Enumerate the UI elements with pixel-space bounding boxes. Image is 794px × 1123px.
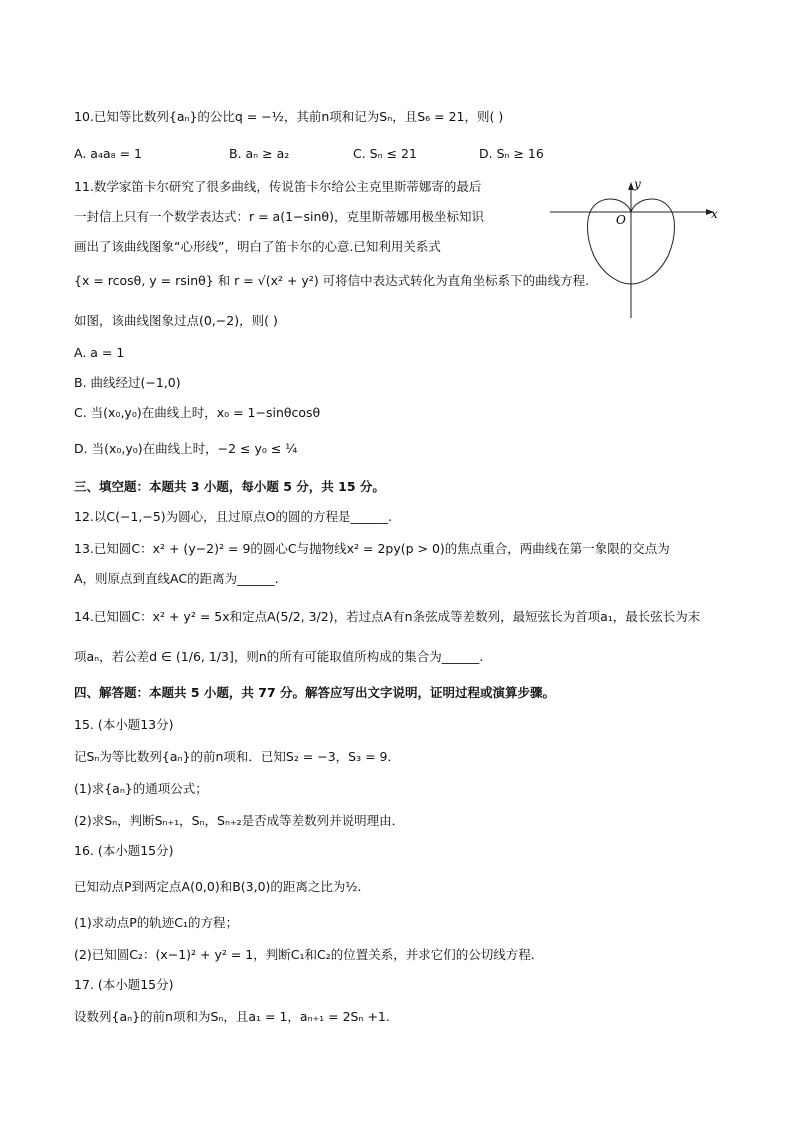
cardioid-figure <box>548 176 728 322</box>
q11-line1: 11.数学家笛卡尔研究了很多曲线，传说笛卡尔给公主克里斯蒂娜寄的最后 <box>74 179 482 194</box>
q15-part2: (2)求Sₙ，判断Sₙ₊₁，Sₙ，Sₙ₊₂是否成等差数列并说明理由． <box>74 813 405 828</box>
q15-stem: 记Sₙ为等比数列{aₙ}的前n项和．已知S₂ = −3，S₃ = 9． <box>74 749 400 764</box>
q11-line4: {x = rcosθ, y = rsinθ} 和 r = √(x² + y²) 可将信中表达式转化为直角坐标系下的曲线方程. <box>74 273 590 288</box>
q10-option-c: C. Sₙ ≤ 21 <box>353 146 417 161</box>
q15-part1: (1)求{aₙ}的通项公式； <box>74 781 208 796</box>
q13-line1: 13.已知圆C：x² + (y−2)² = 9的圆心C与抛物线x² = 2py(p > 0)的焦点重合，两曲线在第一象限的交点为 <box>74 541 670 556</box>
y-axis-label: y <box>634 177 641 191</box>
q11-option-d: D. 当(x₀,y₀)在曲线上时，−2 ≤ y₀ ≤ ¼ <box>74 441 298 456</box>
q10-stem: 10.已知等比数列{aₙ}的公比q = −½，其前n项和记为Sₙ，且S₆ = 21，则( ) <box>74 109 504 124</box>
q11-option-c: C. 当(x₀,y₀)在曲线上时，x₀ = 1−sinθcosθ <box>74 405 321 420</box>
x-axis-label: x <box>711 207 718 221</box>
q16-part1: (1)求动点P的轨迹C₁的方程； <box>74 915 238 930</box>
section-3-heading: 三、填空题：本题共 3 小题，每小题 5 分，共 15 分。 <box>74 479 385 494</box>
q14-line1: 14.已知圆C：x² + y² = 5x和定点A(5/2, 3/2)，若过点A有n条弦成等差数列，最短弦长为首项a₁，最长弦长为末 <box>74 609 701 624</box>
origin-label: O <box>616 213 626 227</box>
q14-line2: 项aₙ，若公差d ∈ (1/6, 1/3]，则n的所有可能取值所构成的集合为______. <box>74 649 484 664</box>
q13-line2: A，则原点到直线AC的距离为______. <box>74 571 279 586</box>
q11-option-a: A. a = 1 <box>74 345 125 360</box>
q11-option-b: B. 曲线经过(−1,0) <box>74 375 181 390</box>
q16-header: 16. (本小题15分) <box>74 843 174 858</box>
q10-option-d: D. Sₙ ≥ 16 <box>479 146 544 161</box>
q15-header: 15. (本小题13分) <box>74 717 174 732</box>
q10-option-a: A. a₄a₈ = 1 <box>74 146 142 161</box>
q10-option-b: B. aₙ ≥ a₂ <box>229 146 290 161</box>
q17-header: 17. (本小题15分) <box>74 977 174 992</box>
q17-stem: 设数列{aₙ}的前n项和为Sₙ，且a₁ = 1，aₙ₊₁ = 2Sₙ +1. <box>74 1009 390 1024</box>
section-4-heading: 四、解答题：本题共 5 小题，共 77 分。解答应写出文字说明，证明过程或演算步骤。 <box>74 685 556 700</box>
q11-line2: 一封信上只有一个数学表达式：r = a(1−sinθ)，克里斯蒂娜用极坐标知识 <box>74 209 484 224</box>
q16-part2: (2)已知圆C₂：(x−1)² + y² = 1，判断C₁和C₂的位置关系，并求它们的公切线方程． <box>74 947 544 962</box>
q12-stem: 12.以C(−1,−5)为圆心，且过原点O的圆的方程是______. <box>74 509 392 524</box>
q16-stem: 已知动点P到两定点A(0,0)和B(3,0)的距离之比为½. <box>74 879 362 894</box>
q11-line3: 画出了该曲线图象“心形线”，明白了笛卡尔的心意.已知利用关系式 <box>74 239 441 254</box>
q11-line5: 如图，该曲线图象过点(0,−2)，则( ) <box>74 313 278 328</box>
